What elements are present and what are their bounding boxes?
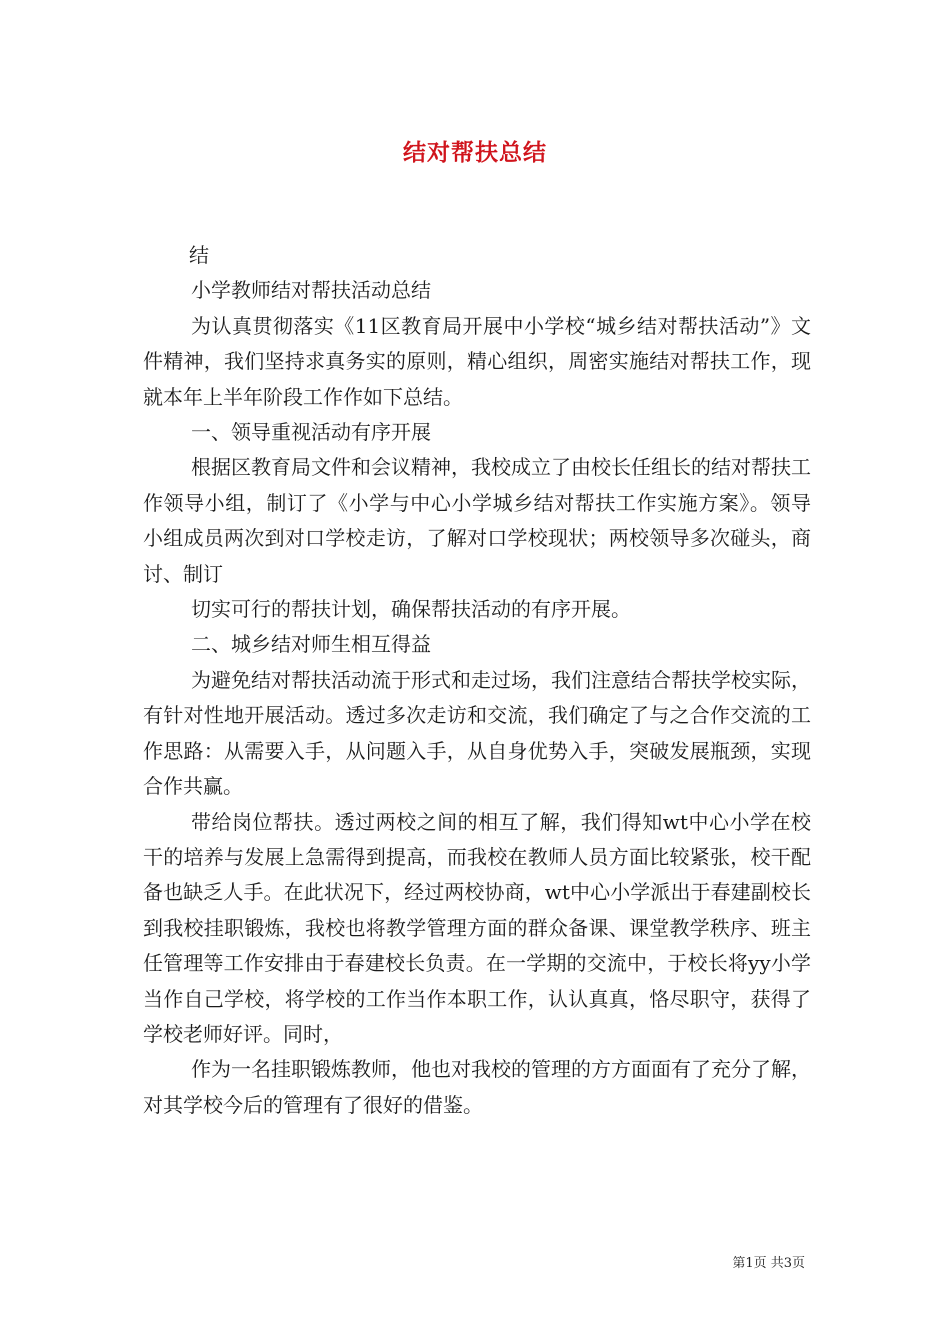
paragraph-2: 小学教师结对帮扶活动总结 xyxy=(191,278,431,303)
paragraph-7: 带给岗位帮扶。透过两校之间的相互了解，我们得知wt中心小学在校干的培养与发展上急需得到提高，而我校在教师人员方面比较紧张，校干配备也缺乏人手。在此状况下，经过两校协商，wt中心小学派出于春建副校长到我校挂职锻炼，我校也将教学管理方面的群众备课、课堂教学秩序、班主任管理等工作安排由于春建校长负责。在一学期的交流中，于校长将yy小学当作自己学校，将学校的工作当作本职工作，认认真真，恪尽职守，获得了学校老师好评。同时， xyxy=(143,809,811,1046)
section-heading-2: 二、城乡结对师生相互得益 xyxy=(191,632,431,657)
page-number-footer: 第1页 共3页 xyxy=(732,1256,805,1271)
paragraph-4: 根据区教育局文件和会议精神，我校成立了由校长任组长的结对帮扶工作领导小组，制订了《小学与中心小学城乡结对帮扶工作实施方案》。领导小组成员两次到对口学校走访，了解对口学校现状；两校领导多次碰头，商讨、制订 xyxy=(143,455,811,586)
paragraph-8: 作为一名挂职锻炼教师，他也对我校的管理的方方面面有了充分了解，对其学校今后的管理有了很好的借鉴。 xyxy=(143,1057,811,1117)
document-title: 结对帮扶总结 xyxy=(403,140,547,166)
paragraph-1: 结 xyxy=(189,243,209,267)
paragraph-3: 为认真贯彻落实《11区教育局开展中小学校“城乡结对帮扶活动”》文件精神，我们坚持求真务实的原则，精心组织，周密实施结对帮扶工作，现就本年上半年阶段工作作如下总结。 xyxy=(143,313,811,409)
section-heading-1: 一、领导重视活动有序开展 xyxy=(191,420,431,445)
document-body xyxy=(143,238,811,1123)
paragraph-5: 切实可行的帮扶计划，确保帮扶活动的有序开展。 xyxy=(191,597,631,622)
paragraph-6: 为避免结对帮扶活动流于形式和走过场，我们注意结合帮扶学校实际，有针对性地开展活动。透过多次走访和交流，我们确定了与之合作交流的工作思路：从需要入手，从问题入手，从自身优势入手，突破发展瓶颈，实现合作共赢。 xyxy=(143,667,811,799)
